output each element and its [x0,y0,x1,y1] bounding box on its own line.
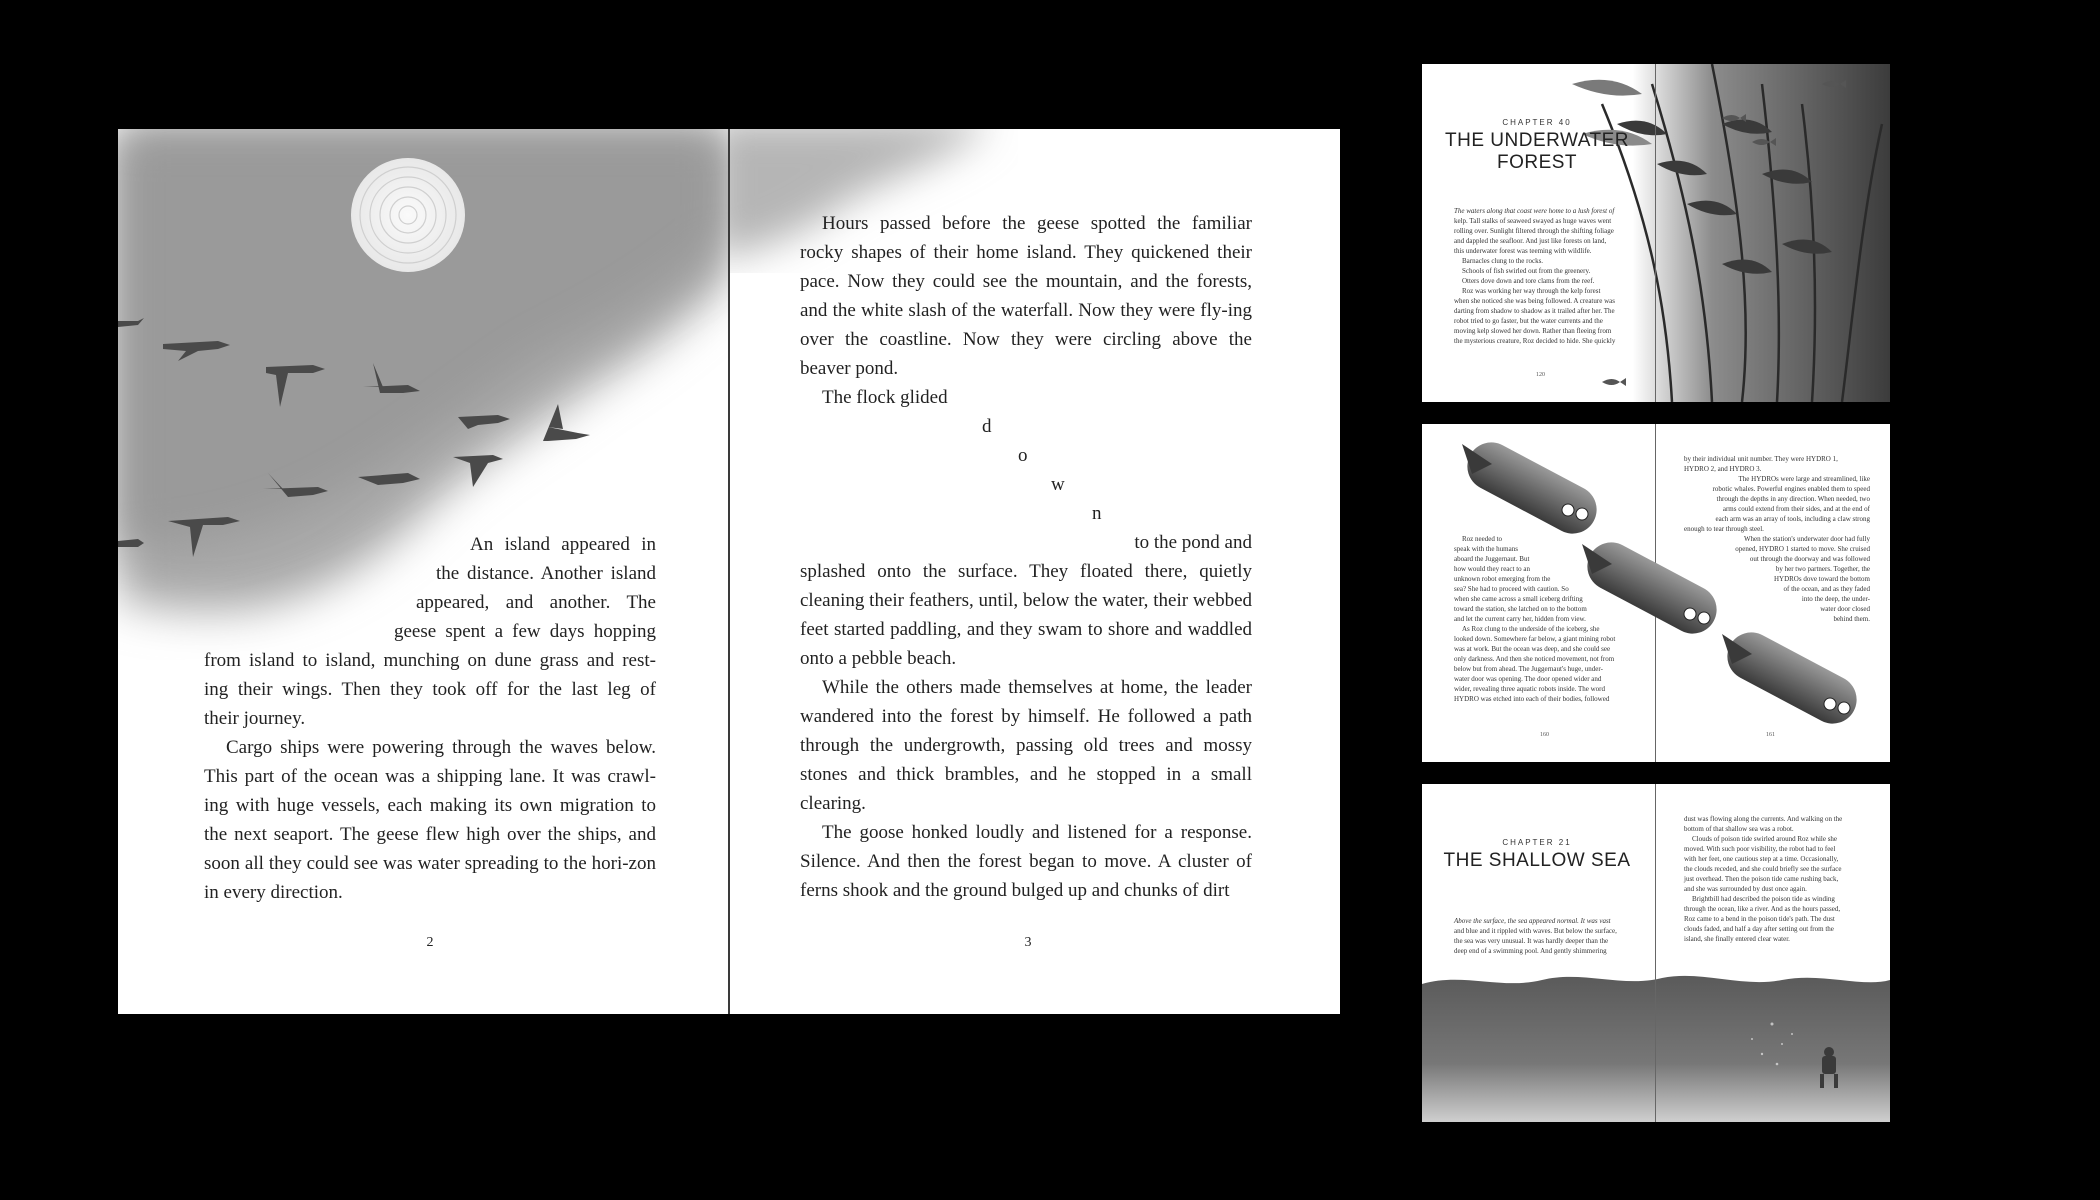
chapter-label: CHAPTER 40 [1502,118,1572,127]
text-line: through the ocean, like a river. And as the hours passed, [1684,905,1841,913]
text-line: darting from shadow to shadow as it trailed after her. The [1454,307,1615,315]
text-line: HYDROs dove toward the bottom [1773,575,1870,583]
text-line: and let the current carry her, hidden from view. [1454,615,1586,623]
text-line: When the station's underwater door had fully [1743,535,1870,543]
text-line: island, she finally entered clear water. [1684,935,1790,943]
paragraph: splashed onto the surface. They floated there, quietly cleaning their feathers, until, below the water, their webbed feet started paddling, and they swam to shore and waddled onto a pebble beach. [800,561,1252,669]
gutter [1655,64,1656,402]
text-line: enough to tear through steel. [1684,525,1764,533]
text-line: the sea was very unusual. It was hardly deeper than the [1454,937,1609,945]
text-line: aboard the Juggernaut. But [1454,555,1530,563]
letter-n: n [1092,503,1102,524]
text-line: opened, HYDRO 1 started to move. She cruised [1735,545,1870,553]
chapter-label: CHAPTER 21 [1502,838,1572,847]
chapter-title [1442,130,1632,174]
text-line: how would they react to an [1454,565,1531,573]
text-line: Above the surface, the sea appeared normal. It was vast [1454,917,1611,925]
text-line: deep end of a swimming pool. And gently shimmering [1454,947,1607,955]
page-right-text [1684,454,1870,624]
text-line: speak with the humans [1454,545,1518,553]
text-line: kelp. Tall stalks of seaweed swayed as huge waves went [1454,217,1612,225]
chapter-body [1454,206,1630,346]
page-number: 120 [1536,372,1545,378]
text-line: Otters dove down and tore clams from the reef. [1462,277,1595,285]
text-line: looked down. Somewhere far below, a giant mining robot [1454,635,1616,643]
gutter [1655,784,1656,1122]
text-line: Clouds of poison tide swirled around Roz while she [1692,835,1838,843]
text-line: to the pond and [1134,532,1252,553]
paragraph: Cargo ships were powering through the waves below. This part of the ocean was a shipping lane. It was crawl-ing with huge vessels, each making its own migration to the next seaport. The geese flew high over the ships, and soon all they could see was water spreading to the hori-zon in every direction. [204,737,656,903]
paragraph: The goose honked loudly and listened for a response. Silence. And then the forest began to move. A cluster of ferns shook and the ground bulged up and chunks of dirt [800,822,1252,901]
text-line: from island to island, munching on dune grass and rest- [204,650,656,671]
text-line: unknown robot emerging from the [1454,575,1551,583]
paragraph: Hours passed before the geese spotted the familiar rocky shapes of their home island. They quickened their pace. Now they could see the mountain, and the forests, and the white slash of the waterfall. Now they were fly-ing over the coastline. Now they were circling above the beaver pond. [800,213,1252,379]
text-line: The HYDROs were large and streamlined, like [1738,475,1870,483]
text-line: was at work. But the ocean was deep, and she could see [1454,645,1611,653]
text-line: moving kelp slowed her down. Rather than fleeing from [1454,327,1612,335]
text-line: behind them. [1833,615,1870,623]
text-line: ing their wings. Then they took off for the last leg of [204,679,656,700]
title-line: FOREST [1496,152,1578,173]
letter-d: d [982,416,992,437]
right-text-block [800,209,1252,905]
text-line: the distance. Another island [436,563,656,584]
text-line: by their individual unit number. They were HYDRO 1, [1684,455,1838,463]
text-line: sea? She had to proceed with caution. So [1454,585,1569,593]
page-number: 2 [426,935,434,950]
text-line: As Roz clung to the underside of the iceberg, she [1462,625,1600,633]
text-line: robotic whales. Powerful engines enabled them to speed [1712,485,1870,493]
book-spread [118,129,1340,1014]
text-line: Roz was working her way through the kelp forest [1462,287,1601,295]
page-right-text [1684,814,1870,944]
text-line: when she noticed she was being followed. A creature was [1454,297,1615,305]
text-line: HYDRO was etched into each of their bodies, followed [1454,695,1610,703]
text-line: with her feet, one cautious step at a time. Occasionally, [1684,855,1839,863]
text-line: this underwater forest was teeming with wildlife. [1454,247,1592,255]
text-line: Roz came to a bend in the poison tide's path. The dust [1684,915,1835,923]
right-page [730,129,1340,1014]
text-line: clouds faded, and half a day after setting out from the [1684,925,1834,933]
text-line: geese spent a few days hopping [394,621,656,642]
text-line: arms could extend from their sides, and at the end of [1722,505,1870,513]
letter-o: o [1018,445,1028,466]
text-line: when she came across a small iceberg drifting [1454,595,1583,603]
text-line: water door closed [1820,605,1870,613]
text-line: and she was surrounded by dust once again. [1684,885,1807,893]
text-line: the clouds receded, and she could briefly see the surface [1684,865,1842,873]
text-line: HYDRO 2, and HYDRO 3. [1684,465,1762,473]
text-line: by her two partners. Together, the [1775,565,1870,573]
text-line: just overhead. Then the poison tide came rushing back, [1684,875,1839,883]
text-line: The flock glided [822,387,948,408]
text-line: bottom of that shallow sea was a robot. [1684,825,1794,833]
text-line: Schools of fish swirled out from the greenery. [1462,267,1591,275]
page-number: 160 [1540,732,1549,738]
text-line: appeared, and another. The [416,592,656,613]
text-line: only darkness. And then she noticed movement, not from [1454,655,1615,663]
text-line: into the deep, the under- [1801,595,1870,603]
text-line: through the depths in any direction. When needed, two [1716,495,1870,503]
thumbnail-underwater-forest[interactable] [1422,64,1890,402]
title-line: THE UNDERWATER [1445,130,1629,151]
text-line: below but from ahead. The Juggernaut's huge, under- [1454,665,1603,673]
paragraph: While the others made themselves at home, the leader wandered into the forest by himself. He followed a path through the undergrowth, passing old trees and mossy stones and thick brambles, and he stopped in a small clearing. [800,677,1252,814]
page-number: 161 [1766,732,1775,738]
text-line: and dappled the seafloor. And just like forests on land, [1454,237,1607,245]
text-line: Brightbill had described the poison tide as winding [1692,895,1835,903]
letter-w: w [1051,474,1065,495]
text-line: Roz needed to [1462,535,1503,543]
text-line: toward the station, she latched on to the bottom [1454,605,1587,613]
text-line: and blue and it rippled with waves. But below the surface, [1454,927,1617,935]
text-line: An island appeared in [470,534,656,555]
text-line: the mysterious creature, Roz decided to hide. She quickly [1454,337,1616,345]
text-line: wider, revealing three aquatic robots inside. The word [1454,685,1606,693]
text-line: moved. With such poor visibility, the robot had to feel [1684,845,1836,853]
text-line: rolling over. Sunlight filtered through the shifting foliage [1454,227,1614,235]
text-line: their journey. [204,708,306,729]
text-line: The waters along that coast were home to a lush forest of [1454,207,1615,215]
text-line: water door was opening. The door opened wider and [1454,675,1602,683]
chapter-body [1454,916,1646,956]
text-line: robot tried to go faster, but the water currents and the [1454,317,1603,325]
text-line: Barnacles clung to the rocks. [1462,257,1544,265]
text-line: dust was flowing along the currents. And walking on the [1684,815,1843,823]
thumbnail-shallow-sea[interactable] [1422,784,1890,1122]
moon [351,158,465,272]
text-line: of the ocean, and as they faded [1783,585,1870,593]
page-number: 3 [1024,935,1032,950]
left-page [118,129,728,1014]
text-line: each arm was an array of tools, including a claw strong [1715,515,1870,523]
text-line: out through the doorway and was followed [1749,555,1870,563]
left-text-block [204,530,656,907]
chapter-title: THE SHALLOW SEA [1443,850,1631,871]
thumbnail-hydro-robots[interactable] [1422,424,1890,762]
page-left-text [1454,534,1652,704]
